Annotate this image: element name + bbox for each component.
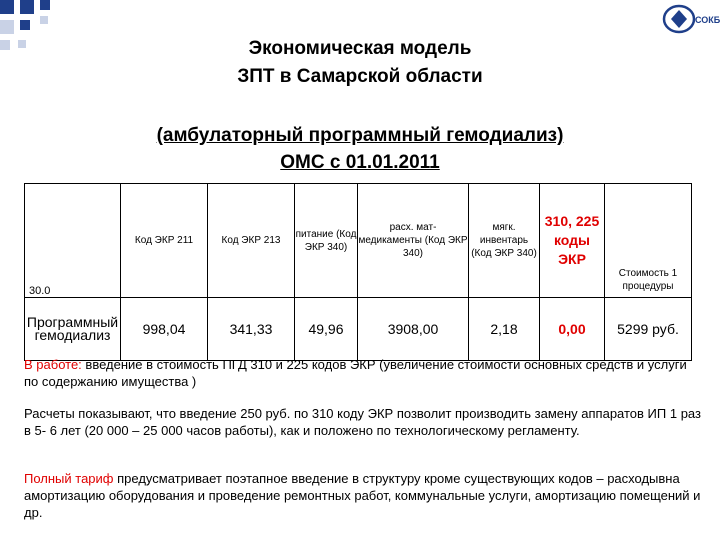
header-cell: Код ЭКР 213 bbox=[208, 184, 295, 298]
full-tariff-text: предусматривает поэтапное введение в структуру кроме существующих кодов – расходывна амортизацию оборудования и проведение ремонтных работ, коммунальные услуги, амортизацию помещений и др. bbox=[24, 471, 701, 520]
table-header-row bbox=[25, 184, 692, 298]
value-cell-codes: 0,00 bbox=[540, 298, 605, 361]
corner-code: 30.0 bbox=[29, 285, 51, 297]
header-cell: расх. мат-медикаменты (Код ЭКР 340) bbox=[358, 184, 469, 298]
subtitle-line-2: ОМС с 01.01.2011 bbox=[280, 152, 440, 173]
value-cell: 49,96 bbox=[295, 298, 358, 361]
header-cell-cost: Стоимость 1 процедуры bbox=[605, 184, 692, 298]
economic-model-table bbox=[24, 183, 692, 361]
value-cell-cost: 5299 руб. bbox=[605, 298, 692, 361]
logo-icon bbox=[662, 4, 720, 34]
value-cell: 341,33 bbox=[208, 298, 295, 361]
header-cell: мягк. инвентарь (Код ЭКР 340) bbox=[469, 184, 540, 298]
paragraph-in-progress bbox=[24, 356, 704, 390]
paragraph-full-tariff bbox=[24, 470, 704, 521]
header-cell-codes: 310, 225 коды ЭКР bbox=[540, 184, 605, 298]
title-line-1: Экономическая модель bbox=[248, 38, 472, 59]
full-tariff-label: Полный тариф bbox=[24, 471, 114, 486]
table-row bbox=[25, 298, 692, 361]
value-cell: 2,18 bbox=[469, 298, 540, 361]
title-line-2: ЗПТ в Самарской области bbox=[237, 66, 483, 87]
value-cell: 3908,00 bbox=[358, 298, 469, 361]
svg-text:СОКБ: СОКБ bbox=[695, 15, 720, 25]
header-cell: Код ЭКР 211 bbox=[121, 184, 208, 298]
in-progress-label: В работе: bbox=[24, 357, 82, 372]
corner-cell bbox=[25, 184, 121, 298]
row-label: Программный гемодиализ bbox=[25, 298, 121, 361]
paragraph-calculations: Расчеты показывают, что введение 250 руб. по 310 коду ЭКР позволит производить замену аппаратов ИП 1 раз в 5- 6 лет (20 000 – 25 000 часов работы), как и положено по технологическому регламенту. bbox=[24, 406, 701, 438]
header-cell: питание (Код ЭКР 340) bbox=[295, 184, 358, 298]
value-cell: 998,04 bbox=[121, 298, 208, 361]
in-progress-text: введение в стоимость ПГД 310 и 225 кодов ЭКР (увеличение стоимости основных средств и услуги по содержанию имущества ) bbox=[24, 357, 687, 389]
subtitle-line-1: (амбулаторный программный гемодиализ) bbox=[156, 125, 564, 146]
